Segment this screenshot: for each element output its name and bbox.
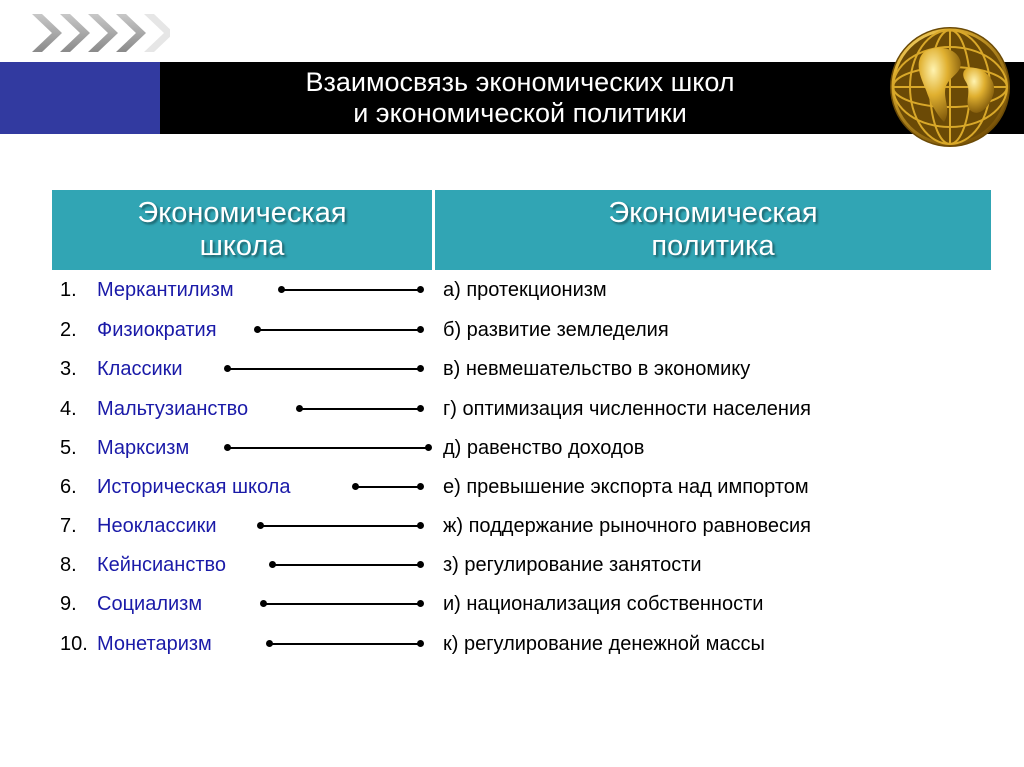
row-number: 6. <box>60 476 77 498</box>
title-line-2: и экономической политики <box>353 98 687 128</box>
row-number: 4. <box>60 398 77 420</box>
table-row <box>0 272 1024 308</box>
row-number: 5. <box>60 437 77 459</box>
school-name: Социализм <box>97 593 203 615</box>
row-number: 10. <box>60 633 88 655</box>
school-name: Монетаризм <box>97 633 212 655</box>
table-row <box>0 626 1024 662</box>
school-name: Историческая школа <box>97 476 291 498</box>
school-name: Мальтузианство <box>97 398 249 420</box>
row-number: 7. <box>60 515 77 537</box>
header-left-line-1: Экономическая <box>137 197 347 229</box>
policy-name: а) протекционизм <box>443 279 607 301</box>
table-row <box>0 469 1024 505</box>
table-row <box>0 508 1024 544</box>
table-header <box>52 190 991 270</box>
connector-line <box>278 272 424 308</box>
header-left-line-2: школа <box>199 230 285 262</box>
connector-line <box>254 312 424 348</box>
policy-name: б) развитие земледелия <box>443 319 669 341</box>
connector-line <box>269 547 424 583</box>
row-number: 9. <box>60 593 77 615</box>
policy-name: з) регулирование занятости <box>443 554 702 576</box>
school-name: Классики <box>97 358 183 380</box>
table-row <box>0 430 1024 466</box>
connector-line <box>224 430 432 466</box>
table-row <box>0 547 1024 583</box>
row-number: 3. <box>60 358 77 380</box>
policy-name: к) регулирование денежной массы <box>443 633 765 655</box>
row-number: 8. <box>60 554 77 576</box>
connector-line <box>224 351 424 387</box>
school-name: Кейнсианство <box>97 554 227 576</box>
golden-globe-icon <box>886 22 1014 152</box>
school-name: Меркантилизм <box>97 279 234 301</box>
connector-line <box>257 508 424 544</box>
school-name: Неоклассики <box>97 515 217 537</box>
policy-name: г) оптимизация численности населения <box>443 398 811 420</box>
title-line-1: Взаимосвязь экономических школ <box>305 67 735 97</box>
policy-name: д) равенство доходов <box>443 437 645 459</box>
policy-name: е) превышение экспорта над импортом <box>443 476 809 498</box>
school-name: Марксизм <box>97 437 190 459</box>
header-right-line-1: Экономическая <box>608 197 818 229</box>
table-row <box>0 351 1024 387</box>
play-chevrons-icon <box>30 12 170 54</box>
header-economic-policy <box>435 190 991 270</box>
policy-name: и) национализация собственности <box>443 593 764 615</box>
row-number: 1. <box>60 279 77 301</box>
connector-line <box>266 626 424 662</box>
table-row <box>0 391 1024 427</box>
page-title <box>160 62 880 134</box>
connector-line <box>296 391 424 427</box>
header-economic-school <box>52 190 432 270</box>
connector-line <box>352 469 424 505</box>
title-accent-block <box>0 62 160 134</box>
header-right-line-2: политика <box>651 230 775 262</box>
row-number: 2. <box>60 319 77 341</box>
policy-name: в) невмешательство в экономику <box>443 358 751 380</box>
table-row <box>0 312 1024 348</box>
connector-line <box>260 586 424 622</box>
table-row <box>0 586 1024 622</box>
policy-name: ж) поддержание рыночного равновесия <box>443 515 812 537</box>
school-name: Физиократия <box>97 319 217 341</box>
